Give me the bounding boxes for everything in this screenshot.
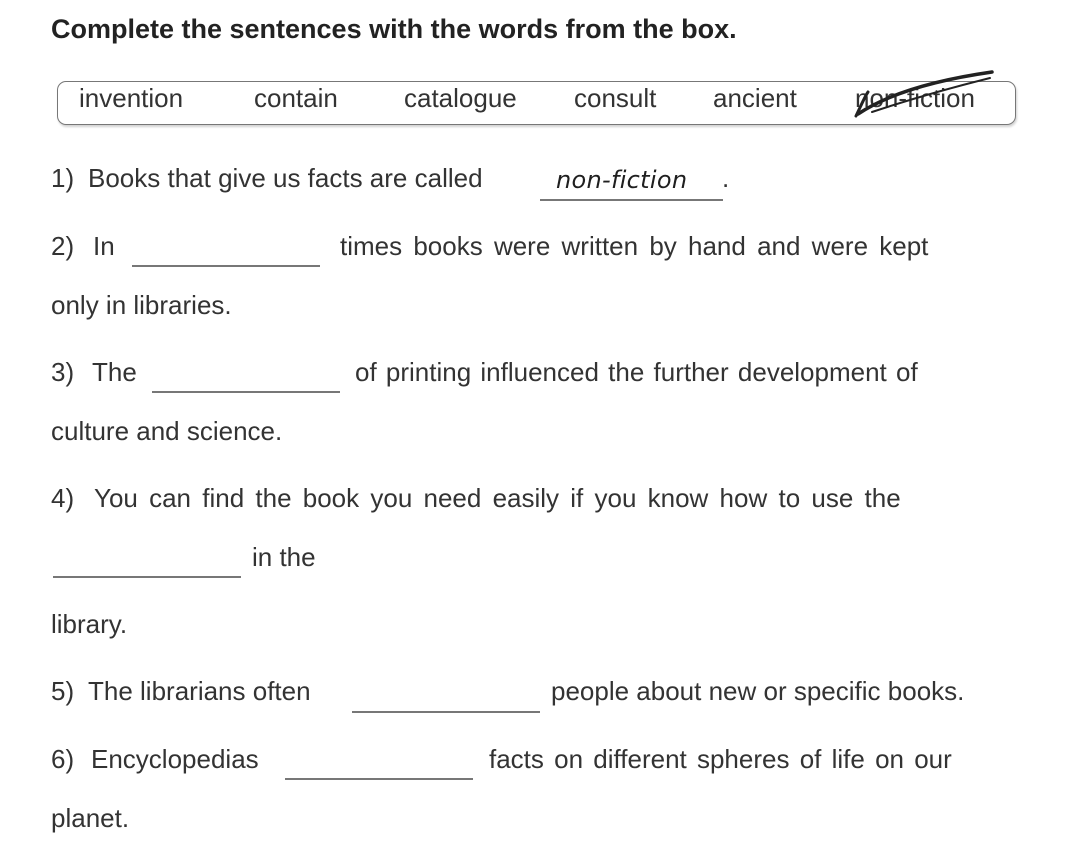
sentence-3-text-after: of printing influenced the further development of <box>355 357 918 387</box>
sentence-6-blank[interactable] <box>285 778 473 780</box>
word-non-fiction: non-fiction <box>855 83 975 113</box>
sentence-5-text-before: The librarians often <box>88 676 311 706</box>
sentence-6-text-after: facts on different spheres of life on our <box>489 744 952 774</box>
word-consult: consult <box>574 83 657 113</box>
sentence-5-text-after: people about new or specific books. <box>551 676 965 706</box>
sentence-6-line2: planet. <box>51 803 130 833</box>
sentence-2-text-after: times books were written by hand and were kept <box>340 231 929 261</box>
sentence-2-number: 2) <box>51 231 75 261</box>
sentence-1-period: . <box>722 163 730 193</box>
sentence-4-number: 4) <box>51 483 75 513</box>
sentence-4-line3: library. <box>51 609 128 639</box>
sentence-2-line2: only in libraries. <box>51 290 232 320</box>
sentence-3-number: 3) <box>51 357 75 387</box>
sentence-6-number: 6) <box>51 744 75 774</box>
sentence-3-blank[interactable] <box>152 391 340 393</box>
word-invention: invention <box>79 83 184 113</box>
sentence-1-number: 1) <box>51 163 75 193</box>
sentence-3-text-before: The <box>92 357 137 387</box>
strike-through-mark <box>852 68 996 120</box>
sentence-2-text-before: In <box>93 231 115 261</box>
sentence-6-text-before: Encyclopedias <box>91 744 259 774</box>
sentence-1-answer: non-fiction <box>556 166 688 194</box>
word-catalogue: catalogue <box>404 83 517 113</box>
sentence-4-blank[interactable] <box>53 576 241 578</box>
exercise-title: Complete the sentences with the words from the box. <box>51 14 737 44</box>
sentence-4-text-after: in the <box>252 542 316 572</box>
sentence-5-blank[interactable] <box>352 711 540 713</box>
sentence-3-line2: culture and science. <box>51 416 283 446</box>
sentence-5-number: 5) <box>51 676 75 706</box>
sentence-4-text-before: You can find the book you need easily if you know how to use the <box>94 483 901 513</box>
sentence-1-blank[interactable] <box>540 199 723 201</box>
word-ancient: ancient <box>713 83 797 113</box>
sentence-2-blank[interactable] <box>132 265 320 267</box>
sentence-1-text: Books that give us facts are called <box>88 163 483 193</box>
word-contain: contain <box>254 83 338 113</box>
